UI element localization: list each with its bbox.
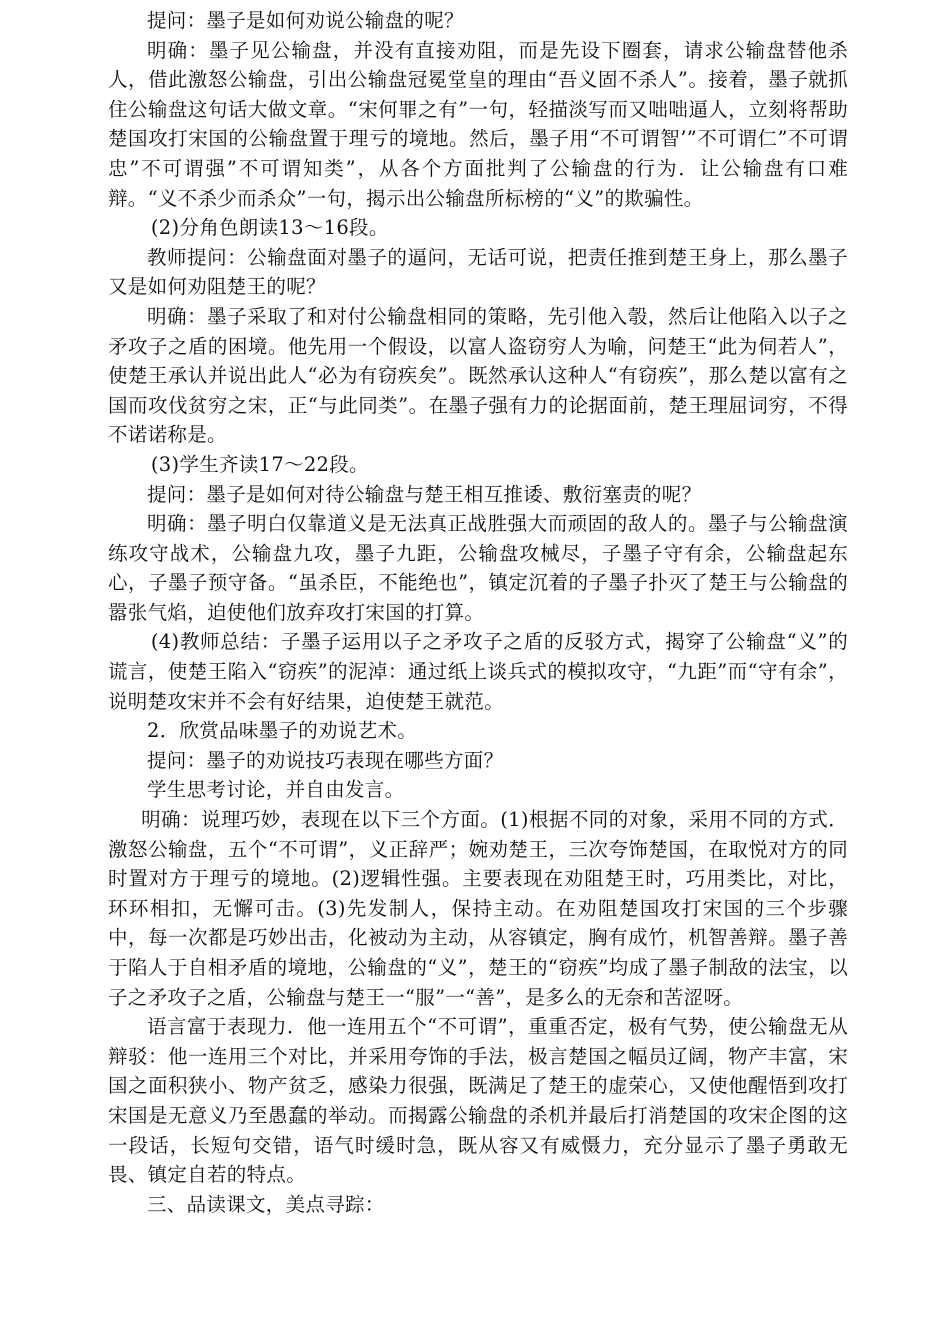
paragraph-answer-4: 明确：说理巧妙，表现在以下三个方面。(1)根据不同的对象，采用不同的方式．激怒公输盘，五个“不可谓”，义正辞严；婉劝楚王，三次夸饰楚国，在取悦对方的同时置对方于理亏的境地。(2)逻辑性强。主要表现在劝阻楚王时，巧用类比，对比，环环相扣，无懈可击。(3)先发制人，保持主动。在劝阻楚国攻打宋国的三个步骤中，每一次都是巧妙出击，化被动为主动，从容镇定，胸有成竹，机智善辩。墨子善于陷人于自相矛盾的境地，公输盘的“义”，楚王的“窃疾”均成了墨子制敌的法宝，以子之矛攻子之盾，公输盘与楚王一“服”一“善”，是多么的无奈和苦涩呀。 [108,808,848,1009]
paragraph-teacher-question: 教师提问：公输盘面对墨子的逼问，无话可说，把责任推到楚王身上，那么墨子又是如何劝阻楚王的呢？ [108,245,848,299]
paragraph-question-1: 提问：墨子是如何劝说公输盘的呢？ [147,9,464,32]
document-body [108,6,848,1219]
paragraph-question-4: 提问：墨子的劝说技巧表现在哪些方面？ [147,748,504,772]
paragraph-step-3: (3)学生齐读17～22段。 [150,452,369,476]
paragraph-section-2: 2．欣赏品味墨子的劝说艺术。 [147,719,418,743]
paragraph-answer-2: 明确：墨子采取了和对付公输盘相同的策略，先引他入彀，然后让他陷入以子之矛攻子之盾的困境。他先用一个假设，以富人盗窃穷人为喻，问楚王“此为伺若人”，使楚王承认并说出此人“必为有窃疾矣”。既然承认这种人“有窃疾”，那么楚以富有之国而攻伐贫穷之宋，正“与此同类”。在墨子强有力的论据面前，楚王理屈词穷，不得不诺诺称是。 [108,304,848,447]
paragraph-question-3: 提问：墨子是如何对待公输盘与楚王相互推诿、敷衍塞责的呢？ [147,482,702,506]
paragraph-answer-3: 明确：墨子明白仅靠道义是无法真正战胜强大而顽固的敌人的。墨子与公输盘演练攻守战术，公输盘九攻，墨子九距，公输盘攻械尽，子墨子守有余，公输盘起东心，子墨子预守备。“虽杀臣，不能绝也”，镇定沉着的子墨子扑灭了楚王与公输盘的嚣张气焰，迫使他们放弃攻打宋国的打算。 [108,512,848,624]
paragraph-section-3: 三、品读课文，美点寻踪： [147,1192,385,1216]
paragraph-teacher-summary: (4)教师总结：子墨子运用以子之矛攻子之盾的反驳方式，揭穿了公输盘“义”的谎言，使楚王陷入“窃疾”的泥淖：通过纸上谈兵式的模拟攻守，“九距”而“守有余”，说明楚攻宋并不会有好结果，迫使楚王就范。 [108,630,848,713]
paragraph-discussion: 学生思考讨论，并自由发言。 [147,778,405,802]
paragraph-step-2: (2)分角色朗读13～16段。 [150,216,389,240]
paragraph-answer-1: 明确：墨子见公输盘，并没有直接劝阻，而是先设下圈套，请求公输盘替他杀人，借此激怒公输盘，引出公输盘冠冕堂皇的理由“吾义固不杀人”。接着，墨子就抓住公输盘这句话大做文章。“宋何罪之有”一句，轻描淡写而又咄咄逼人，立刻将帮助楚国攻打宋国的公输盘置于理亏的境地。然后，墨子用“不可谓智’”不可谓仁”不可谓忠”不可谓强”不可谓知类”，从各个方面批判了公输盘的行为．让公输盘有口难辩。“义不杀少而杀众”一句，揭示出公输盘所标榜的“义”的欺骗性。 [108,38,848,210]
paragraph-language: 语言富于表现力．他一连用五个“不可谓”，重重否定，极有气势，使公输盘无从辩驳：他一连用三个对比，并采用夸饰的手法，极言楚国之幅员辽阔，物产丰富，宋国之面积狭小、物产贫乏，感染力很强，既满足了楚王的虚荣心，又使他醒悟到攻打宋国是无意义乃至愚蠢的举动。而揭露公输盘的杀机并最后打消楚国的攻宋企图的这一段话，长短句交错，语气时缓时急，既从容又有威慑力，充分显示了墨子勇敢无畏、镇定自若的特点。 [108,1015,848,1187]
